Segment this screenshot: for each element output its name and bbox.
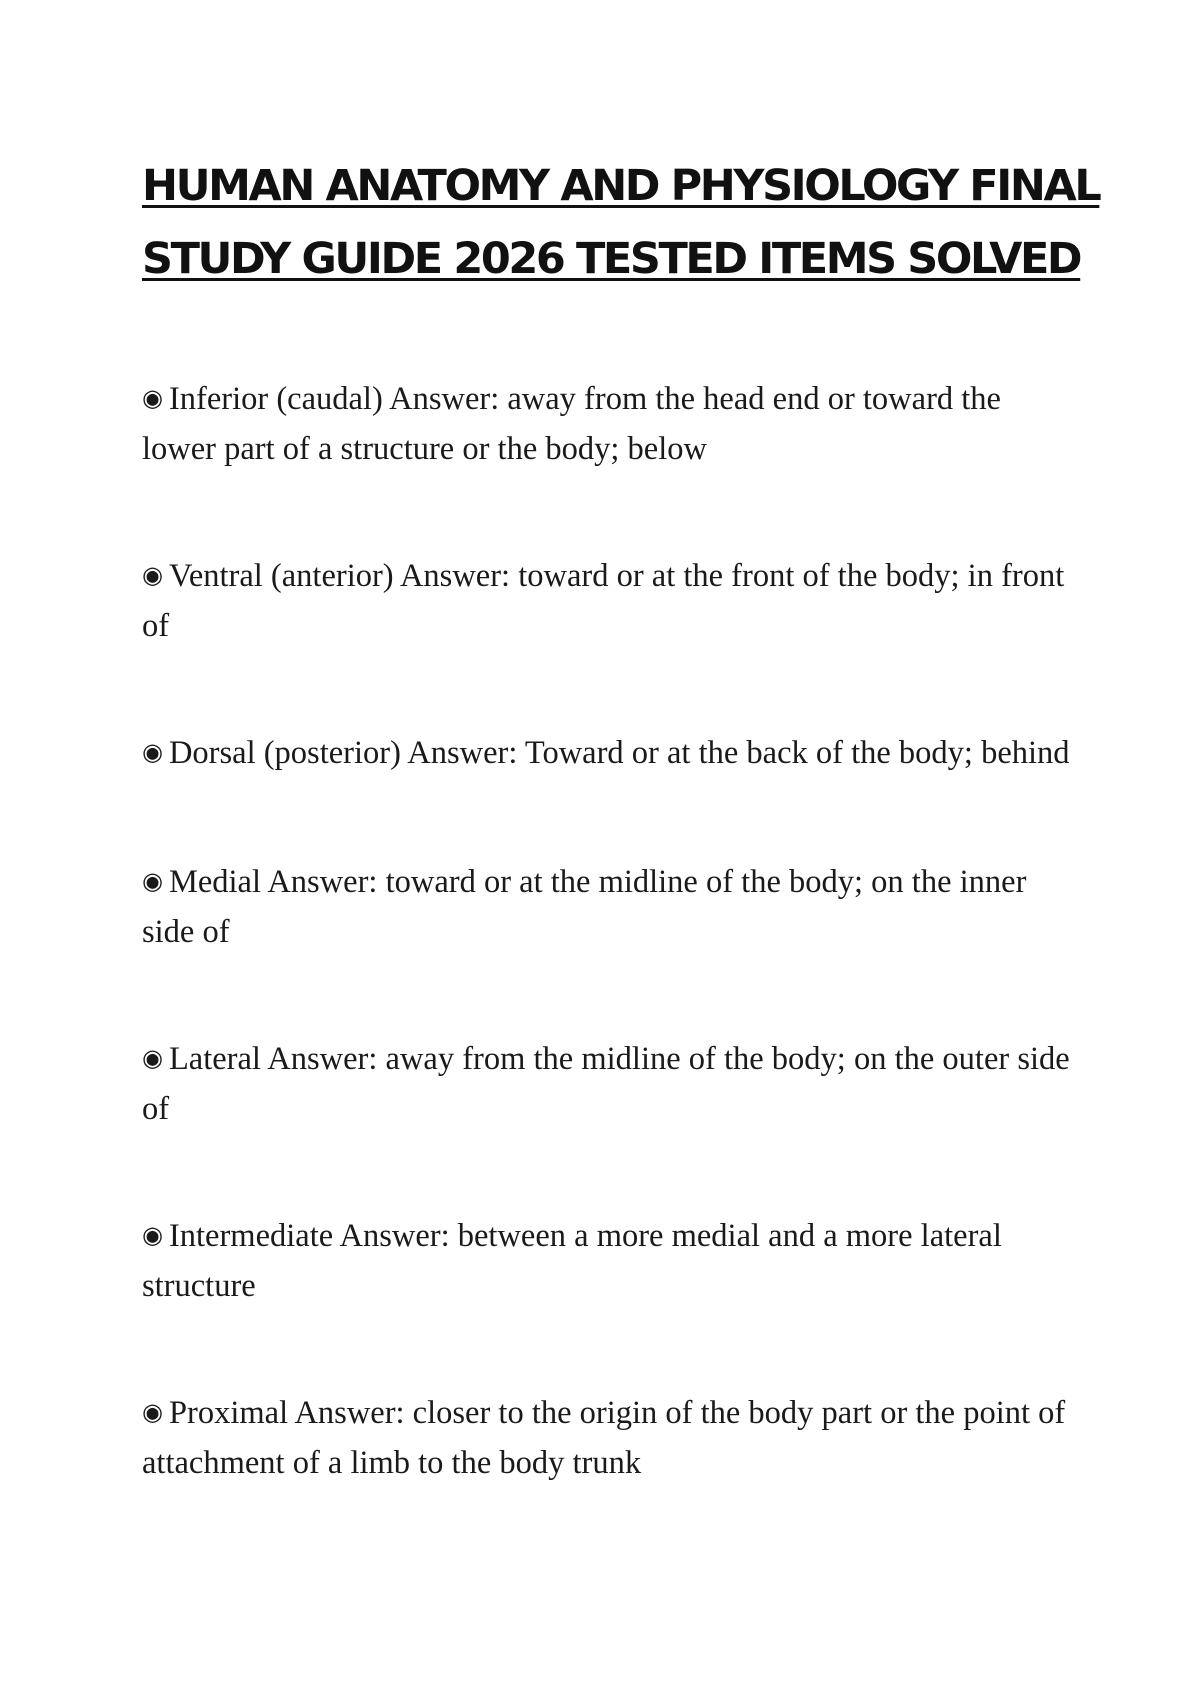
term-entry-inferior: [142, 375, 1072, 473]
term-entry-ventral: [142, 552, 1072, 650]
radio-bullet-icon: ◉: [142, 867, 163, 895]
entry-text: Ventral (anterior) Answer: toward or at the front of the body; in front of: [142, 558, 1065, 644]
entry-text: Inferior (caudal) Answer: away from the head end or toward the lower part of a structure or the body; below: [142, 381, 1001, 467]
radio-bullet-icon: ◉: [142, 1398, 163, 1426]
document-title: [142, 150, 1100, 296]
radio-bullet-icon: ◉: [142, 1044, 163, 1072]
entry-text: Proximal Answer: closer to the origin of the body part or the point of attachment of a limb to the body trunk: [142, 1395, 1066, 1481]
term-entry-medial: [142, 858, 1072, 956]
term-entry-dorsal: [142, 729, 1072, 779]
term-entry-lateral: [142, 1035, 1072, 1133]
term-entry-proximal: [142, 1389, 1072, 1487]
title-line-2: STUDY GUIDE 2026 TESTED ITEMS SOLVED: [142, 234, 1081, 284]
term-list: [142, 375, 1072, 1566]
entry-text: Lateral Answer: away from the midline of the body; on the outer side of: [142, 1041, 1070, 1127]
radio-bullet-icon: ◉: [142, 1221, 163, 1249]
radio-bullet-icon: ◉: [142, 384, 163, 412]
radio-bullet-icon: ◉: [142, 561, 163, 589]
entry-text: Intermediate Answer: between a more medial and a more lateral structure: [142, 1218, 1002, 1304]
title-line-1: HUMAN ANATOMY AND PHYSIOLOGY FINAL: [142, 161, 1100, 211]
entry-text: Dorsal (posterior) Answer: Toward or at the back of the body; behind: [168, 735, 1070, 771]
entry-text: Medial Answer: toward or at the midline of the body; on the inner side of: [142, 864, 1027, 950]
term-entry-intermediate: [142, 1212, 1072, 1310]
radio-bullet-icon: ◉: [142, 738, 163, 766]
